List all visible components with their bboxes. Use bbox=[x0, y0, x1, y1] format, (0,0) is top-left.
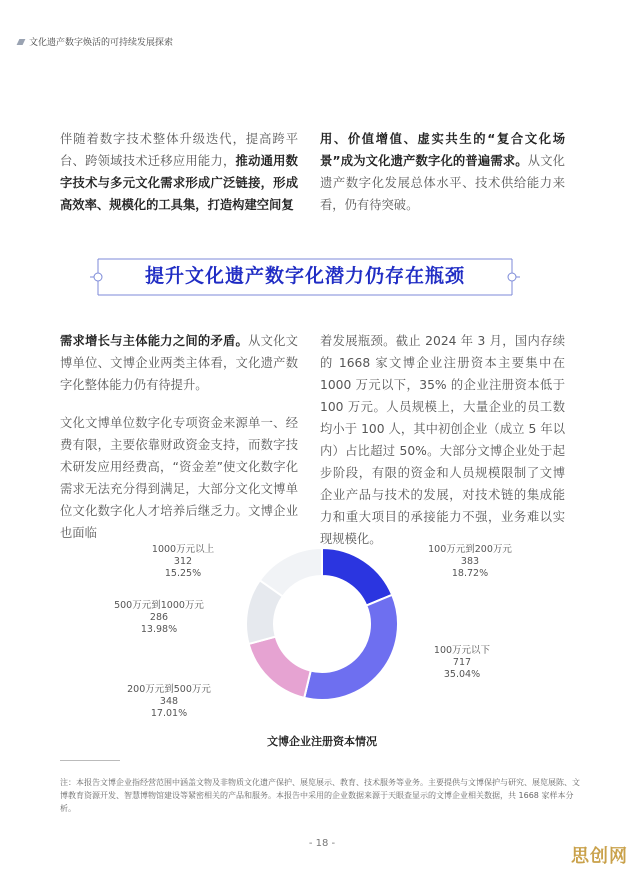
donut-slice-0 bbox=[322, 548, 392, 606]
watermark-logo: 思创网 bbox=[571, 846, 628, 867]
footnote: 注：本报告文博企业指经营范围中涵盖文物及非物质文化遗产保护、展览展示、教育、技术服务等业务。主要提供与文博保护与研究、展览展陈、文博教育资源开发、智慧博物馆建设等紧密相关的产品和服务。本报告中采用的企业数据来源于天眼查显示的文博企业相关数据，共 1668 家样本分析。 bbox=[60, 778, 580, 813]
label-500-1000 bbox=[94, 600, 224, 636]
running-header bbox=[18, 35, 173, 48]
right-p1: 着发展瓶颈。截止 2024 年 3 月，国内存续的 1668 家文博企业注册资本主要集中在 1000 万元以下，35% 的企业注册资本低于 100 万元。人员规模上，大量企业的员工数均小于 100 人，其中初创企业（成立 5 年以内）占比超过 50%。大部分文博企业处于起步阶段，有限的资金和人员规模限制了文博企业产品与技术的发展，对技术链的集成能力和重大项目的承接能力不强，业务难以实现规模化。 bbox=[320, 334, 565, 546]
top-right-text-bold: 用、价值增值、虚实共生的“复合文化场景”成为文化遗产数字化的普遍需求。 bbox=[320, 132, 565, 168]
slice-value: 312 bbox=[173, 556, 193, 567]
top-left-text-bold: 推动通用数字技术与多元文化需求形成广泛链接，形成高效率、规模化的工具集，打造构建空间复 bbox=[60, 154, 298, 212]
top-right-text bbox=[320, 128, 565, 216]
donut-slice-1 bbox=[304, 595, 398, 700]
left-p1-bold: 需求增长与主体能力之间的矛盾。 bbox=[60, 334, 249, 348]
label-under-100 bbox=[402, 645, 522, 681]
chart-area bbox=[0, 530, 644, 750]
slice-pct: 35.04% bbox=[443, 669, 481, 680]
slice-value: 383 bbox=[460, 556, 480, 567]
donut-slice-2 bbox=[249, 637, 311, 698]
slice-value: 286 bbox=[149, 612, 169, 623]
right-column bbox=[320, 330, 565, 550]
slice-value: 348 bbox=[159, 696, 179, 707]
footnote-rule bbox=[60, 760, 120, 761]
donut-chart bbox=[0, 530, 644, 750]
slice-label: 500万元到1000万元 bbox=[114, 600, 204, 611]
header-title: 文化遗产数字焕活的可持续发展探索 bbox=[29, 38, 174, 48]
left-column bbox=[60, 330, 298, 544]
section-banner bbox=[90, 257, 520, 297]
slice-pct: 18.72% bbox=[451, 568, 489, 579]
label-200-500 bbox=[104, 684, 234, 720]
slice-label: 100万元以下 bbox=[433, 645, 491, 656]
slice-pct: 13.98% bbox=[140, 624, 178, 635]
slice-value: 717 bbox=[452, 657, 472, 668]
chart-title: 文博企业注册资本情况 bbox=[267, 735, 377, 748]
top-left-text bbox=[60, 128, 298, 216]
page-number: - 18 - bbox=[308, 838, 336, 849]
slice-pct: 17.01% bbox=[150, 708, 188, 719]
header-mark-icon bbox=[17, 39, 26, 45]
slice-label: 100万元到200万元 bbox=[428, 544, 512, 555]
top-left-text-1: 伴随着数字技术整体升级迭代，提高跨平台、跨领域技术迁移应用能力， bbox=[60, 132, 298, 168]
top-right-text-2: 从文化遗产数字化发展总体水平、技术供给能力来看，仍有待突破。 bbox=[320, 154, 565, 212]
left-p2: 文化文博单位数字化专项资金来源单一、经费有限，主要依靠财政资金支持，而数字技术研发应用经费高，“资金差”使文化数字化需求无法充分得到满足，大部分文化文博单位文化数字化人才培养后继乏力。文博企业也面临 bbox=[60, 416, 298, 540]
left-p1: 从文化文博单位、文博企业两类主体看，文化遗产数字化整体能力仍有待提升。 bbox=[60, 334, 298, 392]
label-100-200 bbox=[405, 544, 535, 580]
slice-label: 1000万元以上 bbox=[151, 544, 215, 555]
label-1000-plus bbox=[138, 544, 228, 580]
section-title: 提升文化遗产数字化潜力仍存在瓶颈 bbox=[144, 265, 465, 287]
slice-label: 200万元到500万元 bbox=[127, 684, 211, 695]
slice-pct: 15.25% bbox=[164, 568, 202, 579]
